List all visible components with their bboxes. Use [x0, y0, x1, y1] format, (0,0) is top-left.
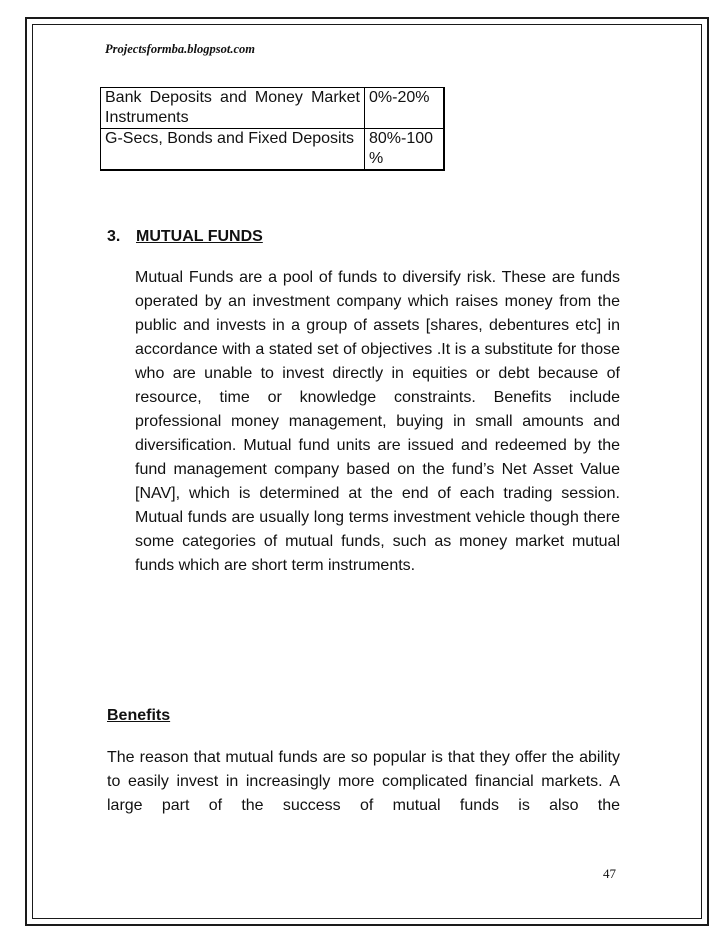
benefits-paragraph: The reason that mutual funds are so popular is that they offer the ability to easily invest in increasingly more complicated financial markets. A large part of the success of mutual funds is also the: [107, 749, 620, 814]
section-heading: [107, 228, 263, 246]
table-row: [101, 129, 445, 171]
allocation-table: [100, 87, 445, 171]
benefits-heading: Benefits: [107, 707, 171, 724]
page-header: Projectsformba.blogpsot.com: [105, 42, 255, 56]
instrument-cell: G-Secs, Bonds and Fixed Deposits: [101, 129, 365, 171]
section-paragraph: Mutual Funds are a pool of funds to diversify risk. These are funds operated by an investment company which raises money from the public and invests in a group of assets [shares, debentures etc] in accordance with a stated set of objectives .It is a substitute for those who are unable to invest directly in equities or debt because of resource, time or knowledge constraints. Benefits include professional money management, buying in small amounts and diversification. Mutual fund units are issued and redeemed by the fund management company based on the fund’s Net Asset Value [NAV], which is determined at the end of each trading session. Mutual funds are usually long terms investment vehicle though there some categories of mutual funds, such as money market mutual funds which are short term instruments.: [135, 269, 620, 574]
range-cell: 0%-20%: [365, 88, 445, 129]
table-row: [101, 88, 445, 129]
section-number: 3.: [107, 228, 121, 245]
section-title: MUTUAL FUNDS: [136, 228, 263, 245]
instrument-cell: Bank Deposits and Money Market Instruments: [101, 88, 365, 129]
range-cell: 80%-100 %: [365, 129, 445, 171]
page-number: 47: [603, 866, 616, 881]
